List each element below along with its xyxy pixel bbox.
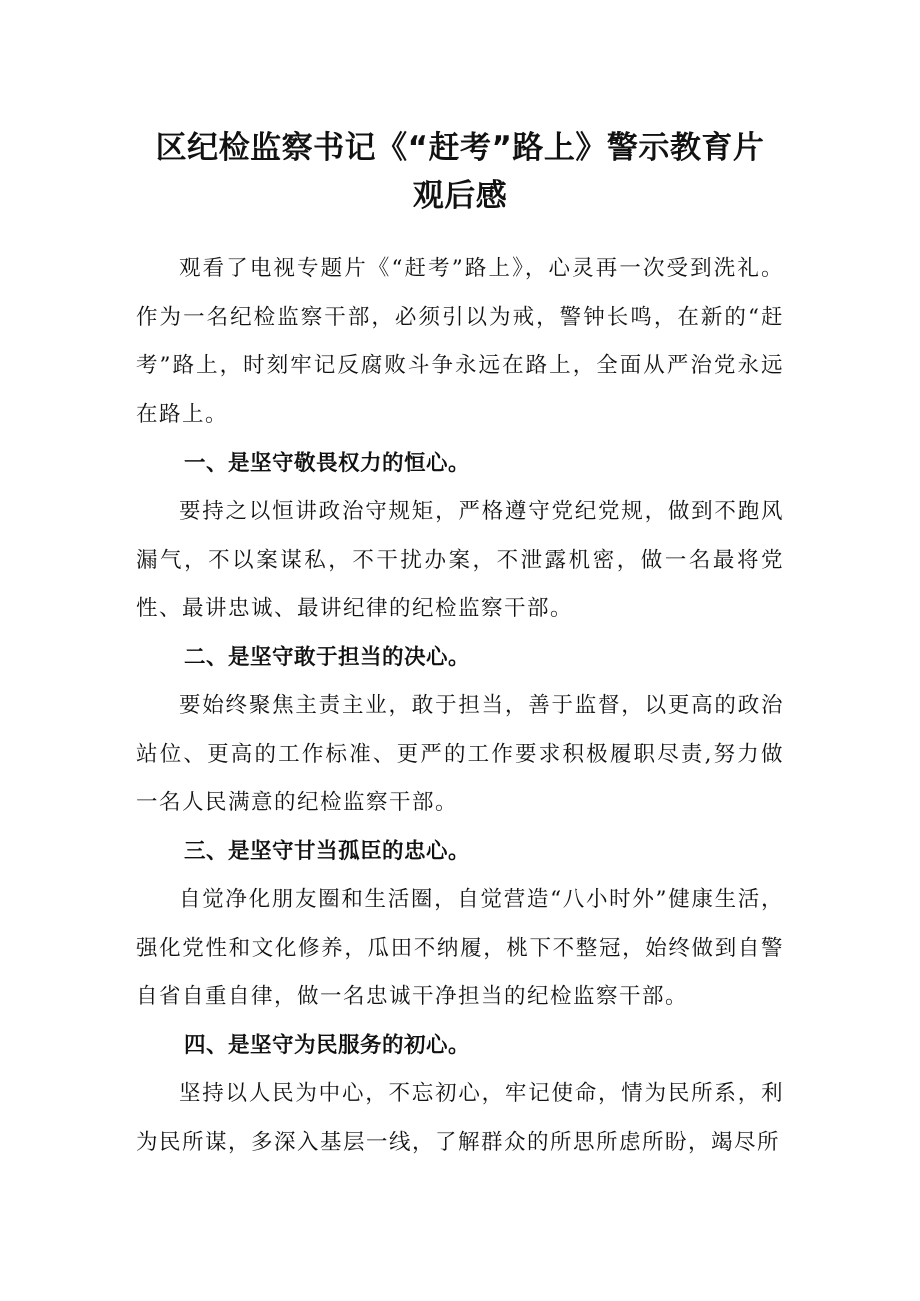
intro-paragraph: 观看了电视专题片《“赶考”路上》，心灵再一次受到洗礼。作为一名纪检监察干部，必须引以为戒，警钟长鸣，在新的“赶考”路上，时刻牢记反腐败斗争永远在路上，全面从严治党永远在路上。 [136, 256, 784, 427]
document-title-line1: 区纪检监察书记《“赶考”路上》警示教育片 [155, 130, 765, 166]
section-3-body: 自觉净化朋友圈和生活圈，自觉营造“八小时外”健康生活，强化党性和文化修养，瓜田不纳履，桃下不整冠，始终做到自警自省自重自律，做一名忠诚干净担当的纪检监察干部。 [136, 887, 784, 1009]
section-2-body: 要始终聚焦主责主业，敢于担当，善于监督，以更高的政治站位、更高的工作标准、更严的工作要求积极履职尽责,努力做一名人民满意的纪检监察干部。 [136, 693, 784, 815]
section-2-heading: 二、是坚守敢于担当的决心。 [184, 645, 471, 670]
section-3-heading: 三、是坚守甘当孤臣的忠心。 [184, 839, 471, 864]
section-4-heading: 四、是坚守为民服务的初心。 [184, 1033, 471, 1058]
section-1-heading: 一、是坚守敬畏权力的恒心。 [184, 451, 471, 476]
section-1-body: 要持之以恒讲政治守规矩，严格遵守党纪党规，做到不跑风漏气，不以案谋私，不干扰办案，不泄露机密，做一名最将党性、最讲忠诚、最讲纪律的纪检监察干部。 [136, 499, 784, 621]
section-4-body: 坚持以人民为中心，不忘初心，牢记使命，情为民所系，利为民所谋，多深入基层一线，了解群众的所思所虑所盼，竭尽所 [136, 1081, 784, 1155]
document-title-line2: 观后感 [412, 178, 508, 214]
